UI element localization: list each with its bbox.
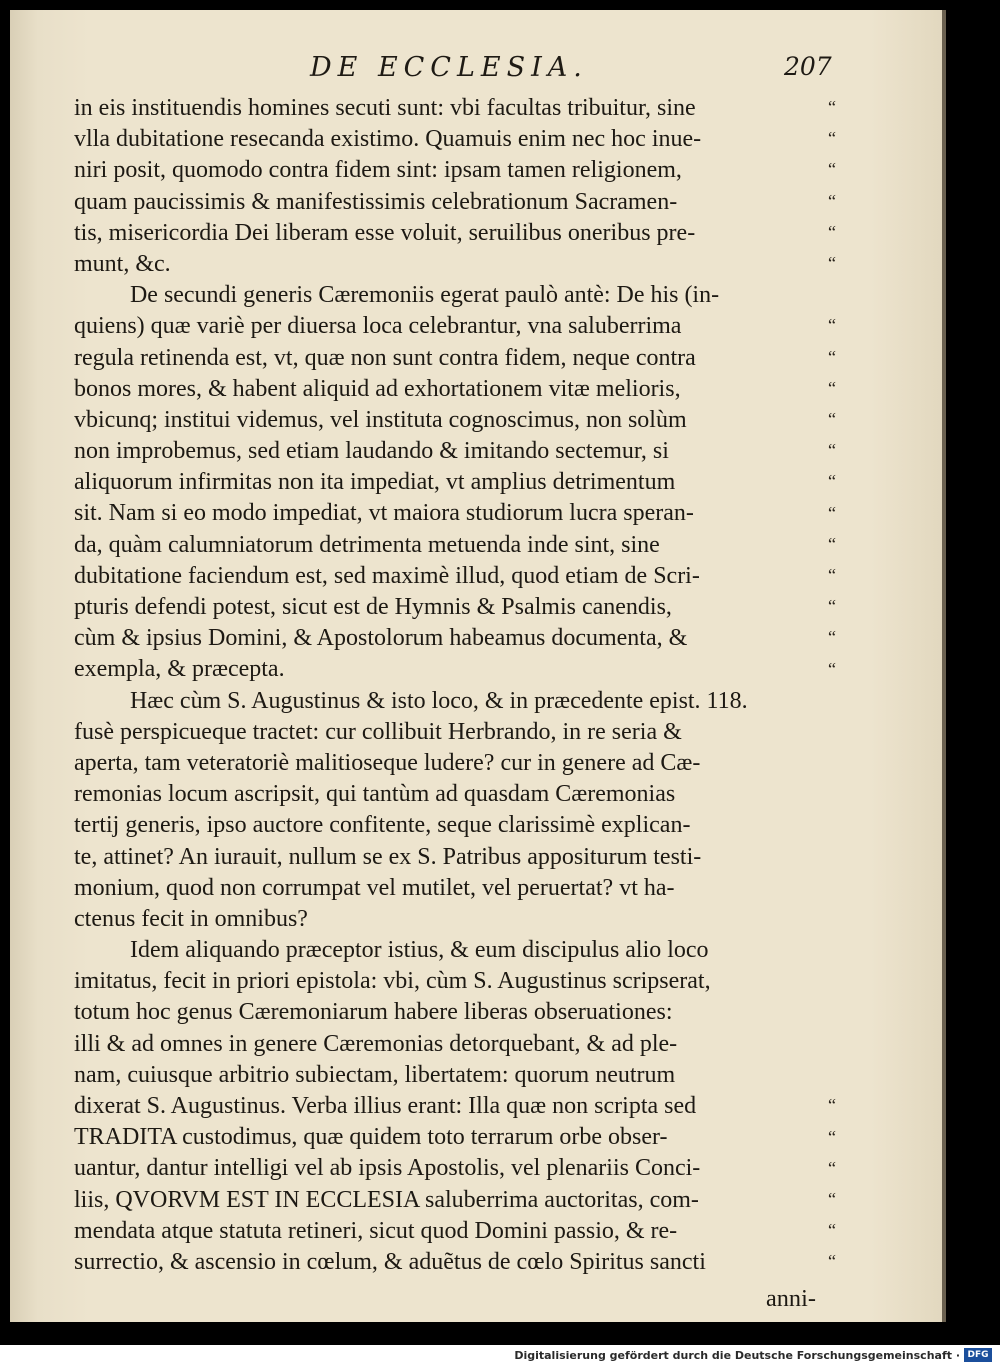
book-page <box>10 10 942 1322</box>
text-line: surrectio, & ascensio in cœlum, & aduẽtus de cœlo Spiritus sancti <box>74 1248 706 1275</box>
body-text <box>74 93 884 1278</box>
quotation-mark: “ <box>828 1126 836 1147</box>
quotation-mark: “ <box>828 315 836 336</box>
text-line: vbicunq; institui videmus, vel instituta cognoscimus, non solùm <box>74 406 687 433</box>
text-line: non improbemus, sed etiam laudando & imitando sectemur, si <box>74 438 669 465</box>
quotation-mark: “ <box>828 1251 836 1272</box>
quotation-mark: “ <box>828 1095 836 1116</box>
quotation-mark: “ <box>828 97 836 117</box>
text-line: pturis defendi potest, sicut est de Hymnis & Psalmis canendis, <box>74 594 672 620</box>
text-line: regula retinenda est, vt, quæ non sunt contra fidem, neque contra <box>74 344 696 371</box>
page-number: 207 <box>784 52 832 81</box>
text-line: exempla, & præcepta. <box>74 656 285 683</box>
text-line: uantur, dantur intelligi vel ab ipsis Apostolis, vel plenariis Conci- <box>74 1155 701 1182</box>
text-line: illi & ad omnes in genere Cæremonias detorquebant, & ad ple- <box>74 1030 678 1057</box>
text-line: niri posit, quomodo contra fidem sint: ipsam tamen religionem, <box>74 157 682 184</box>
quotation-mark: “ <box>828 533 836 554</box>
text-line: dubitatione faciendum est, sed maximè illud, quod etiam de Scri- <box>74 562 700 589</box>
text-line: aliquorum infirmitas non ita impediat, vt amplius detrimentum <box>74 469 676 496</box>
page-header <box>10 48 942 88</box>
quotation-mark: “ <box>828 1157 836 1178</box>
quotation-mark: “ <box>828 627 836 648</box>
quotation-mark: “ <box>828 471 836 492</box>
text-line: fusè perspicueque tractet: cur collibuit Herbrando, in re seria & <box>74 718 682 745</box>
text-line: Idem aliquando præceptor istius, & eum discipulus alio loco <box>130 937 709 964</box>
text-line: bonos mores, & habent aliquid ad exhortationem vitæ melioris, <box>74 375 681 402</box>
catchword: anni- <box>766 1285 816 1312</box>
text-line: totum hoc genus Cæremoniarum habere liberas obseruationes: <box>74 999 673 1026</box>
quotation-mark: “ <box>828 658 836 679</box>
quotation-mark: “ <box>828 159 836 180</box>
running-title: DE ECCLESIA. <box>310 52 588 83</box>
page-edge <box>942 10 946 1322</box>
text-line: TRADITA custodimus, quæ quidem toto terrarum orbe obser- <box>74 1124 668 1151</box>
funding-credit: Digitalisierung gefördert durch die Deutsche Forschungsgemeinschaft · <box>514 1349 960 1362</box>
text-line: Hæc cùm S. Augustinus & isto loco, & in præcedente epist. 118. <box>130 687 748 714</box>
quotation-mark: “ <box>828 190 836 211</box>
text-line: tis, misericordia Dei liberam esse voluit, seruilibus oneribus pre- <box>74 219 696 246</box>
text-line: nam, cuiusque arbitrio subiectam, libertatem: quorum neutrum <box>74 1061 676 1088</box>
text-line: cùm & ipsius Domini, & Apostolorum habeamus documenta, & <box>74 625 688 652</box>
text-line: sit. Nam si eo modo impediat, vt maiora studiorum lucra speran- <box>74 500 694 527</box>
quotation-mark: “ <box>828 502 836 523</box>
quotation-mark: “ <box>828 565 836 585</box>
text-line: De secundi generis Cæremoniis egerat paulò antè: De his (in- <box>130 282 720 309</box>
text-line: dixerat S. Augustinus. Verba illius erant: Illa quæ non scripta sed <box>74 1093 697 1119</box>
quotation-mark: “ <box>828 409 836 429</box>
quotation-mark: “ <box>828 377 836 398</box>
text-line: imitatus, fecit in priori epistola: vbi, cùm S. Augustinus scripserat, <box>74 968 711 995</box>
quotation-mark: “ <box>828 221 836 242</box>
quotation-mark: “ <box>828 346 836 367</box>
text-line: mendata atque statuta retineri, sicut quod Domini passio, & re- <box>74 1217 678 1244</box>
text-line: liis, QVORVM EST IN ECCLESIA saluberrima auctoritas, com- <box>74 1186 699 1213</box>
text-line: ctenus fecit in omnibus? <box>74 905 308 932</box>
quotation-mark: “ <box>828 1220 836 1241</box>
text-line: remonias locum ascripsit, qui tantùm ad quasdam Cæremonias <box>74 781 676 808</box>
text-line: da, quàm calumniatorum detrimenta metuenda inde sint, sine <box>74 531 660 558</box>
text-line: munt, &c. <box>74 250 171 277</box>
text-line: te, attinet? An iurauit, nullum se ex S. Patribus appositurum testi- <box>74 843 702 870</box>
text-line: monium, quod non corrumpat vel mutilet, vel peruertat? vt ha- <box>74 874 675 901</box>
text-line: in eis instituendis homines secuti sunt: vbi facultas tribuitur, sine <box>74 95 696 121</box>
text-line: vlla dubitatione resecanda existimo. Quamuis enim nec hoc inue- <box>74 126 702 153</box>
text-line: quiens) quæ variè per diuersa loca celebrantur, vna saluberrima <box>74 313 682 340</box>
quotation-mark: “ <box>828 253 836 273</box>
quotation-mark: “ <box>828 1189 836 1209</box>
quotation-mark: “ <box>828 128 836 149</box>
quotation-mark: “ <box>828 596 836 617</box>
text-line: tertij generis, ipso auctore confitente, seque clarissimè explican- <box>74 812 691 839</box>
text-line: aperta, tam veteratoriè malitioseque ludere? cur in genere ad Cæ- <box>74 749 701 776</box>
dfg-logo: DFG <box>964 1348 992 1362</box>
text-line: quam paucissimis & manifestissimis celebrationum Sacramen- <box>74 188 678 215</box>
quotation-mark: “ <box>828 440 836 461</box>
footer-bar <box>0 1345 1000 1367</box>
